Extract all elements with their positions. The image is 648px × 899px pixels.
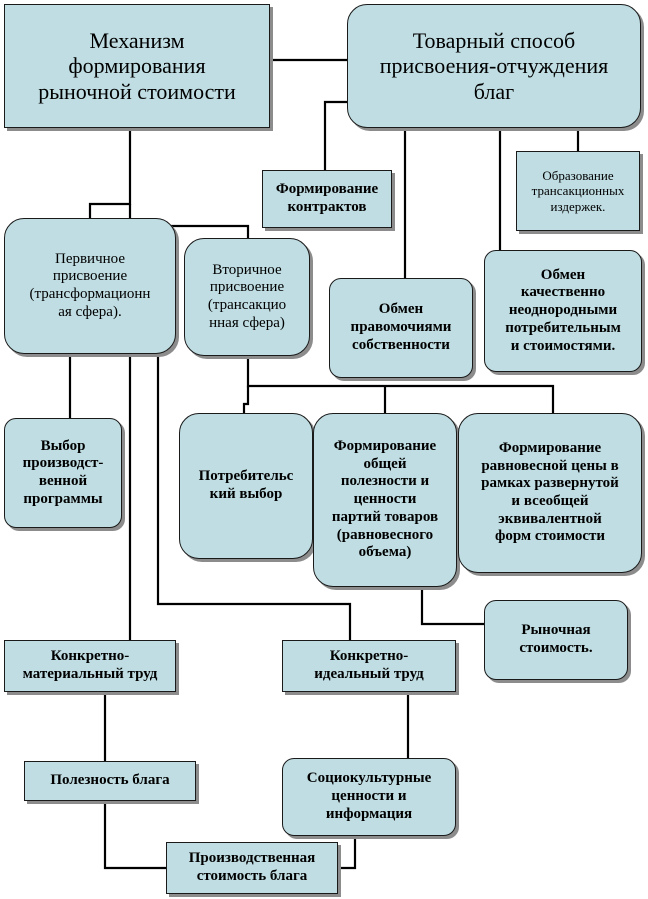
connector-mechanism-down (90, 128, 130, 218)
node-concrete-material-labor: Конкретно- материальный труд (4, 640, 176, 692)
node-commodity-appropriation: Товарный способ присвоения-отчуждения благ (347, 4, 641, 128)
node-primary-appropriation: Первичное присвоение (трансформационн ая сфера). (4, 218, 176, 354)
connector-utility-market (422, 587, 484, 624)
node-property-rights-exchange: Обмен правомочиями собственности (329, 278, 473, 378)
node-market-value: Рыночная стоимость. (484, 600, 628, 680)
node-secondary-appropriation: Вторичное присвоение (трансакцио нная сфера) (184, 238, 310, 356)
node-mechanism: Механизм формирования рыночной стоимости (4, 4, 270, 128)
connector-bus-consumer (244, 386, 248, 413)
node-concrete-ideal-labor: Конкретно- идеальный труд (282, 640, 456, 692)
node-transaction-costs: Образование трансакционных издержек. (516, 151, 640, 231)
node-sociocultural-values: Социокультурные ценности и информация (282, 758, 456, 836)
node-equilibrium-price: Формирование равновесной цены в рамках развернутой и всеобщей эквивалентной форм стоимости (458, 413, 642, 573)
node-heterogeneous-exchange: Обмен качественно неоднородными потребительным и стоимостями. (484, 250, 642, 372)
node-utility-formation: Формирование общей полезности и ценности партий товаров (равновесного объема) (313, 413, 457, 587)
node-good-usefulness: Полезность блага (24, 761, 196, 801)
node-production-program-choice: Выбор производст- венной программы (4, 418, 122, 528)
node-contracts: Формирование контрактов (262, 170, 392, 228)
node-consumer-choice: Потребительс кий выбор (179, 413, 313, 559)
connector-sociocultural-production (338, 836, 355, 868)
node-production-value: Производственная стоимость блага (166, 842, 338, 894)
connector-usefulness-production (105, 801, 166, 868)
